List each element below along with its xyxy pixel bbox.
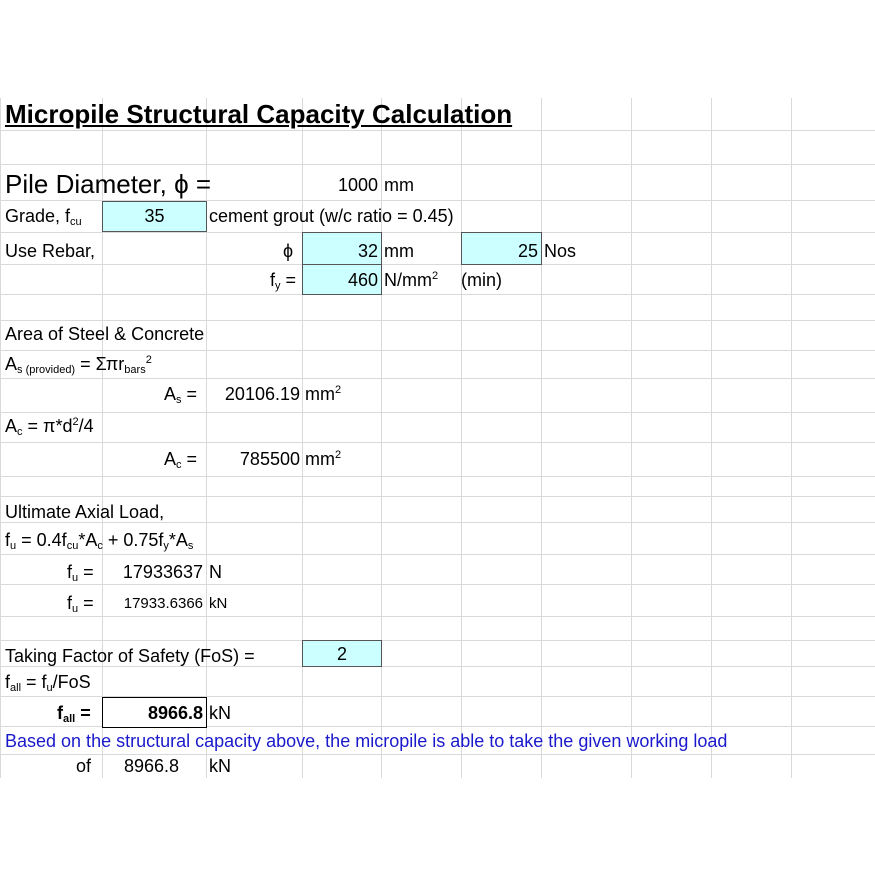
grid-line xyxy=(0,616,875,617)
fu-kn-value: 17933.6366 xyxy=(123,595,203,612)
ac-equals: = xyxy=(186,449,198,469)
conclusion-value: 8966.8 xyxy=(124,756,180,776)
fu-kn-unit: kN xyxy=(209,595,228,612)
as-label-sub: s xyxy=(176,394,182,406)
fy-label-text: f xyxy=(270,270,276,290)
fy-unit-text: N/mm xyxy=(384,270,432,290)
ac-unit xyxy=(305,449,341,469)
fall-equals: = xyxy=(80,703,91,723)
uf-f1: f xyxy=(5,530,11,550)
fu-n-label xyxy=(67,562,94,582)
rebar-diameter-value: 32 xyxy=(357,241,378,261)
grade-value: 35 xyxy=(144,206,165,226)
fy-label-sub: y xyxy=(275,280,281,292)
fall-unit: kN xyxy=(209,703,231,723)
fu-n-value: 17933637 xyxy=(122,562,203,582)
grid-line xyxy=(0,442,875,443)
grid-line xyxy=(0,584,875,585)
ac-unit-sup: 2 xyxy=(335,449,342,461)
fos-value: 2 xyxy=(336,644,347,664)
fall-formula xyxy=(5,672,91,692)
ac-formula-eq: = π*d xyxy=(22,416,73,436)
fy-label xyxy=(270,270,296,290)
fy-unit xyxy=(384,270,438,290)
as-formula-eq: = Σπr xyxy=(75,354,125,374)
grid-line xyxy=(0,378,875,379)
fu-kn-label xyxy=(67,593,94,613)
grid-line xyxy=(0,294,875,295)
fall-label xyxy=(57,703,91,723)
fall-label-text: f xyxy=(57,703,63,723)
grid-line xyxy=(0,496,875,497)
grid-line xyxy=(0,320,875,321)
conclusion-of: of xyxy=(76,756,92,776)
grade-description: cement grout (w/c ratio = 0.45) xyxy=(209,206,454,226)
phi-symbol: ϕ xyxy=(174,169,189,199)
as-value: 20106.19 xyxy=(224,384,300,404)
pile-diameter-unit: mm xyxy=(384,175,414,195)
pile-diameter-value: 1000 xyxy=(337,175,378,195)
grid-line xyxy=(0,522,875,523)
uf-f3: *A xyxy=(78,530,98,550)
pile-diameter-text: Pile Diameter, xyxy=(5,169,167,199)
ac-unit-text: mm xyxy=(305,449,335,469)
fos-label: Taking Factor of Safety (FoS) = xyxy=(5,646,255,666)
ac-label-text: A xyxy=(164,449,177,469)
conclusion-unit: kN xyxy=(209,756,231,776)
fall-formula-c: /FoS xyxy=(52,672,91,692)
pile-diameter-equals: = xyxy=(195,169,212,199)
uf-f5: *A xyxy=(168,530,188,550)
grid-line xyxy=(0,164,875,165)
as-unit-sup: 2 xyxy=(335,384,342,396)
grid-line xyxy=(0,130,875,131)
area-heading: Area of Steel & Concrete xyxy=(5,324,205,344)
ac-label-sub: c xyxy=(176,459,182,471)
ac-value: 785500 xyxy=(239,449,300,469)
fy-unit-sup: 2 xyxy=(432,270,439,282)
as-unit-text: mm xyxy=(305,384,335,404)
fy-equals: = xyxy=(285,270,297,290)
fall-formula-b-sub: u xyxy=(46,682,53,694)
ac-formula-a: A xyxy=(5,416,18,436)
rebar-count-unit: Nos xyxy=(544,241,577,261)
ac-formula-sub: c xyxy=(17,426,23,438)
fy-note: (min) xyxy=(461,270,502,290)
grade-label xyxy=(5,206,82,226)
fall-formula-b: = f xyxy=(21,672,47,692)
pile-diameter-label xyxy=(5,170,211,198)
grid-line xyxy=(0,264,875,265)
rebar-diameter-unit: mm xyxy=(384,241,414,261)
grid-line xyxy=(0,666,875,667)
ac-formula-end: /4 xyxy=(78,416,94,436)
ac-label xyxy=(164,449,197,469)
grid-line xyxy=(0,640,875,641)
grade-label-sub: cu xyxy=(70,216,82,228)
as-label xyxy=(164,384,197,404)
ultimate-heading: Ultimate Axial Load, xyxy=(5,502,165,522)
rebar-label: Use Rebar, xyxy=(5,241,96,261)
fu-kn-label-sub: u xyxy=(72,603,79,615)
grid-line xyxy=(0,412,875,413)
as-label-text: A xyxy=(164,384,177,404)
fall-formula-a-sub: all xyxy=(10,682,22,694)
page-title: Micropile Structural Capacity Calculation xyxy=(5,99,513,129)
as-formula-sub2: bars xyxy=(124,364,146,376)
conclusion-text: Based on the structural capacity above, the micropile is able to take the given working load xyxy=(5,731,728,751)
as-formula xyxy=(5,354,152,374)
grid-line xyxy=(0,232,875,233)
fu-n-equals: = xyxy=(83,562,94,582)
uf-f2: = 0.4f xyxy=(16,530,67,550)
grid-line xyxy=(0,754,875,755)
fall-label-sub: all xyxy=(63,713,76,725)
as-formula-sub: s (provided) xyxy=(17,364,76,376)
grid-line xyxy=(0,476,875,477)
fall-value: 8966.8 xyxy=(147,703,203,723)
grid-line xyxy=(0,350,875,351)
uf-f5-sub: s xyxy=(187,540,194,552)
uf-f4: + 0.75f xyxy=(102,530,164,550)
as-formula-a: A xyxy=(5,354,18,374)
uf-f3-sub: c xyxy=(97,540,103,552)
ac-formula xyxy=(5,416,94,436)
rebar-count-value: 25 xyxy=(517,241,538,261)
spreadsheet-grid xyxy=(0,98,875,778)
as-formula-sup: 2 xyxy=(145,354,152,366)
fu-kn-equals: = xyxy=(83,593,94,613)
grade-label-text: Grade, f xyxy=(5,206,71,226)
grid-line xyxy=(0,554,875,555)
fu-kn-label-text: f xyxy=(67,593,73,613)
rebar-phi-symbol: ϕ xyxy=(283,241,294,261)
as-unit xyxy=(305,384,341,404)
uf-f1-sub: u xyxy=(10,540,17,552)
fu-n-unit: N xyxy=(209,562,222,582)
as-equals: = xyxy=(186,384,198,404)
uf-f4-sub: y xyxy=(163,540,169,552)
fall-formula-a: f xyxy=(5,672,11,692)
ac-formula-sup: 2 xyxy=(72,416,79,428)
fu-n-label-sub: u xyxy=(72,572,79,584)
fy-value: 460 xyxy=(347,270,378,290)
ultimate-formula xyxy=(5,530,193,550)
fu-n-label-text: f xyxy=(67,562,73,582)
uf-f2-sub: cu xyxy=(66,540,79,552)
